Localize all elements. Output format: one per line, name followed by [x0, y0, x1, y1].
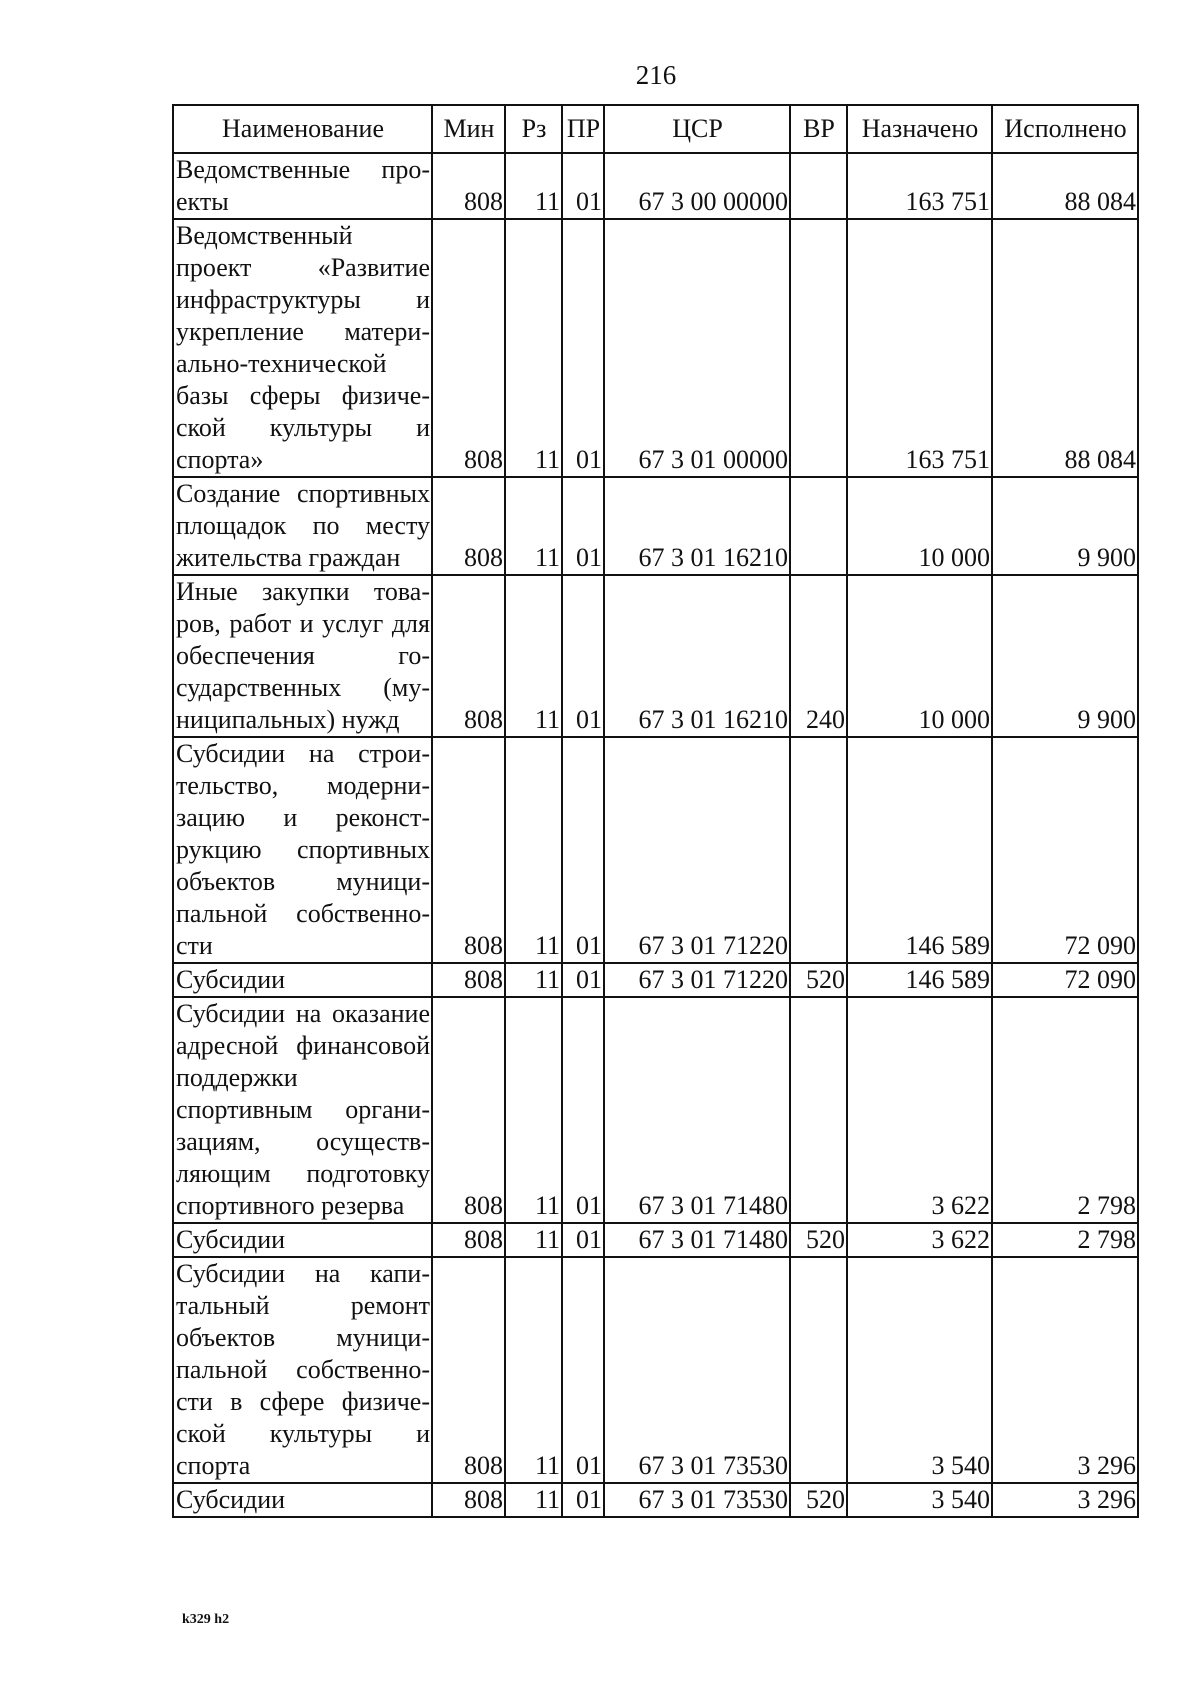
row-executed: 72 090: [992, 963, 1138, 997]
header-name: Наименование: [173, 105, 432, 153]
row-executed: 3 296: [992, 1483, 1138, 1517]
row-assigned: 3 622: [847, 1223, 992, 1257]
table-row: [173, 153, 1138, 219]
row-csr: 67 3 01 71480: [604, 1223, 790, 1257]
row-min: 808: [432, 1257, 505, 1483]
row-pr: 01: [562, 575, 604, 737]
row-csr: 67 3 01 71220: [604, 963, 790, 997]
row-name: Субсидии: [173, 1223, 432, 1257]
row-executed: 72 090: [992, 737, 1138, 963]
header-min: Мин: [432, 105, 505, 153]
row-min: 808: [432, 737, 505, 963]
row-min: 808: [432, 963, 505, 997]
row-pr: 01: [562, 1483, 604, 1517]
row-rz: 11: [505, 153, 562, 219]
row-executed: 2 798: [992, 997, 1138, 1223]
table-row: [173, 1223, 1138, 1257]
row-assigned: 3 540: [847, 1257, 992, 1483]
table-row: [173, 997, 1138, 1223]
table-row: [173, 477, 1138, 575]
table-row: [173, 1483, 1138, 1517]
row-executed: 88 084: [992, 219, 1138, 477]
row-vr: 240: [790, 575, 847, 737]
row-name: Создание спортивных площадок по месту жительства граждан: [173, 477, 432, 575]
row-name: Иные закупки товаров, работ и услуг для обеспечения государственных (муниципальных) нужд: [173, 575, 432, 737]
row-pr: 01: [562, 153, 604, 219]
row-executed: 3 296: [992, 1257, 1138, 1483]
row-vr: [790, 737, 847, 963]
row-vr: [790, 219, 847, 477]
row-executed: 9 900: [992, 575, 1138, 737]
row-vr: [790, 997, 847, 1223]
row-assigned: 10 000: [847, 575, 992, 737]
row-pr: 01: [562, 1257, 604, 1483]
row-csr: 67 3 00 00000: [604, 153, 790, 219]
row-name: Субсидии на оказание адресной финансовой поддержки спортивным организациям, осуществляющим подготовку спортивного резерва: [173, 997, 432, 1223]
page-number: 216: [635, 60, 677, 90]
row-csr: 67 3 01 71220: [604, 737, 790, 963]
row-min: 808: [432, 153, 505, 219]
row-name: Субсидии: [173, 963, 432, 997]
row-executed: 2 798: [992, 1223, 1138, 1257]
row-rz: 11: [505, 737, 562, 963]
row-rz: 11: [505, 963, 562, 997]
row-vr: [790, 477, 847, 575]
row-min: 808: [432, 477, 505, 575]
row-assigned: 163 751: [847, 153, 992, 219]
row-min: 808: [432, 997, 505, 1223]
row-pr: 01: [562, 963, 604, 997]
row-vr: 520: [790, 1483, 847, 1517]
header-rz: Рз: [505, 105, 562, 153]
row-pr: 01: [562, 477, 604, 575]
row-rz: 11: [505, 1223, 562, 1257]
table-row: [173, 737, 1138, 963]
row-pr: 01: [562, 737, 604, 963]
row-rz: 11: [505, 1483, 562, 1517]
header-executed: Исполнено: [992, 105, 1138, 153]
row-rz: 11: [505, 575, 562, 737]
document-code: k329 h2: [182, 1612, 230, 1627]
header-assigned: Назначено: [847, 105, 992, 153]
row-name: Субсидии: [173, 1483, 432, 1517]
row-name: Ведомственные проекты: [173, 153, 432, 219]
row-name: Ведомственный проект «Развитие инфраструктуры и укрепление материально-технической базы сферы физической культуры и спорта»: [173, 219, 432, 477]
row-name: Субсидии на капитальный ремонт объектов муниципальной собственности в сфере физической культуры и спорта: [173, 1257, 432, 1483]
row-rz: 11: [505, 1257, 562, 1483]
row-csr: 67 3 01 73530: [604, 1483, 790, 1517]
row-executed: 9 900: [992, 477, 1138, 575]
row-assigned: 3 622: [847, 997, 992, 1223]
table-header-row: [173, 105, 1138, 153]
row-rz: 11: [505, 997, 562, 1223]
table-row: [173, 575, 1138, 737]
header-pr: ПР: [562, 105, 604, 153]
table-row: [173, 219, 1138, 477]
table-row: [173, 1257, 1138, 1483]
row-csr: 67 3 01 16210: [604, 477, 790, 575]
row-assigned: 146 589: [847, 963, 992, 997]
row-vr: 520: [790, 963, 847, 997]
row-assigned: 163 751: [847, 219, 992, 477]
budget-execution-table: [172, 104, 1139, 1518]
table-row: [173, 963, 1138, 997]
row-pr: 01: [562, 1223, 604, 1257]
row-assigned: 3 540: [847, 1483, 992, 1517]
row-csr: 67 3 01 16210: [604, 575, 790, 737]
row-rz: 11: [505, 219, 562, 477]
row-min: 808: [432, 219, 505, 477]
row-name: Субсидии на строительство, модернизацию и реконструкцию спортивных объектов муниципальной собственности: [173, 737, 432, 963]
row-csr: 67 3 01 73530: [604, 1257, 790, 1483]
row-min: 808: [432, 1223, 505, 1257]
row-executed: 88 084: [992, 153, 1138, 219]
row-csr: 67 3 01 71480: [604, 997, 790, 1223]
row-assigned: 146 589: [847, 737, 992, 963]
row-vr: [790, 153, 847, 219]
row-vr: [790, 1257, 847, 1483]
row-pr: 01: [562, 997, 604, 1223]
row-min: 808: [432, 575, 505, 737]
row-assigned: 10 000: [847, 477, 992, 575]
header-csr: ЦСР: [604, 105, 790, 153]
row-csr: 67 3 01 00000: [604, 219, 790, 477]
row-vr: 520: [790, 1223, 847, 1257]
row-pr: 01: [562, 219, 604, 477]
row-rz: 11: [505, 477, 562, 575]
row-min: 808: [432, 1483, 505, 1517]
header-vr: ВР: [790, 105, 847, 153]
